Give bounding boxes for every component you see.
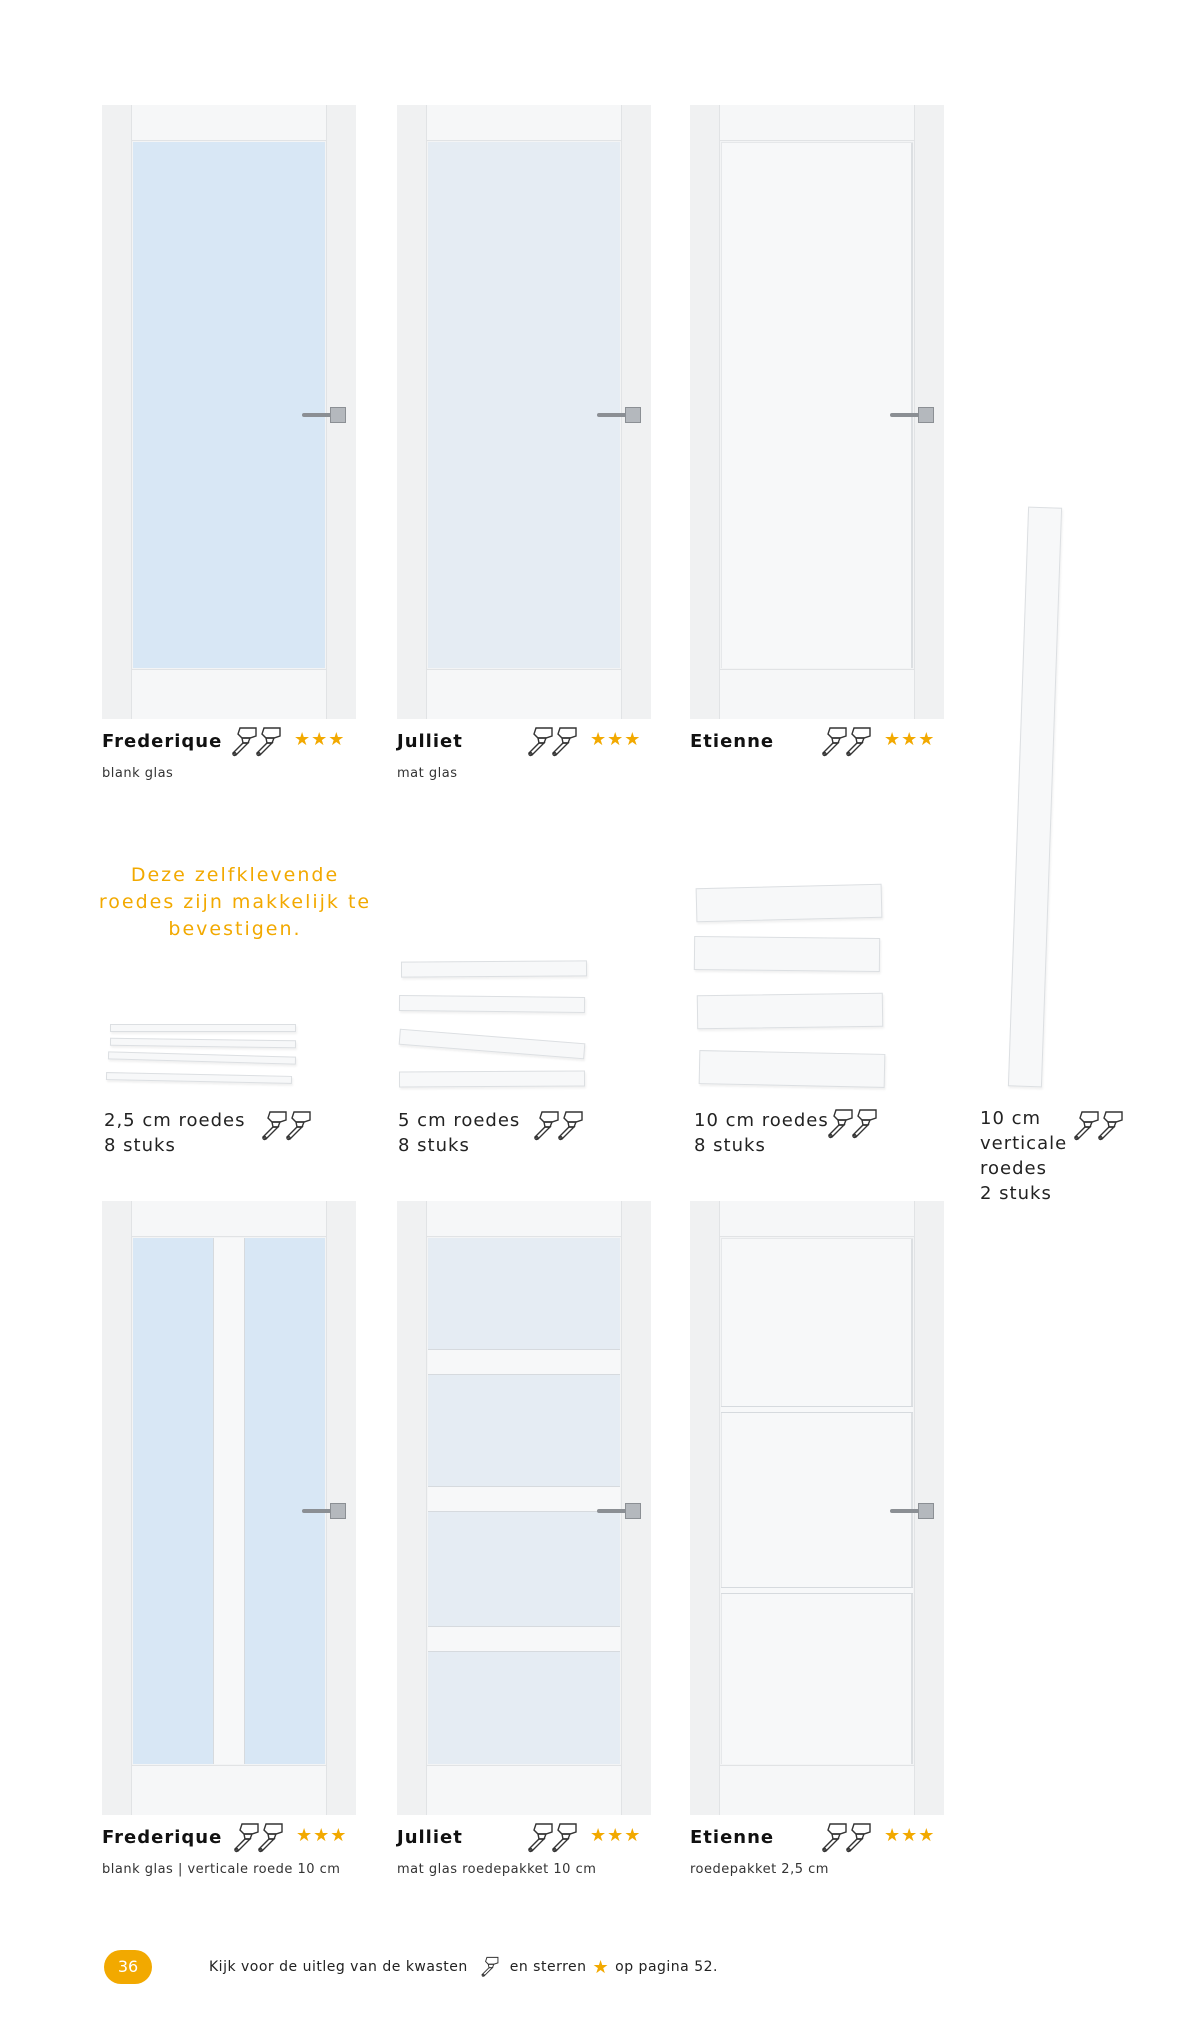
door-stile xyxy=(397,105,427,719)
horizontal-muntin xyxy=(428,1626,620,1652)
muntin-strip xyxy=(110,1038,296,1049)
footnote-text: op pagina 52. xyxy=(615,1959,718,1975)
product-title: Frederique xyxy=(102,731,223,752)
door-etienne xyxy=(690,105,944,719)
star-rating: ★★★ xyxy=(296,1825,348,1846)
door-top-rail xyxy=(720,1201,914,1237)
caption-line: 10 cm roedes xyxy=(694,1110,829,1131)
door-handle-icon xyxy=(597,1503,641,1519)
door-panel xyxy=(721,142,913,668)
paintbrush-icon xyxy=(230,1822,290,1854)
star-icon: ★ xyxy=(592,1956,610,1978)
muntin-strip xyxy=(106,1072,292,1084)
door-handle-icon xyxy=(890,407,934,423)
paintbrush-icon xyxy=(228,726,288,758)
strip-caption xyxy=(398,1108,520,1158)
door-handle-icon xyxy=(597,407,641,423)
door-bottom-rail xyxy=(720,1765,914,1815)
door-panel xyxy=(721,1238,913,1764)
paintbrush-icon xyxy=(1070,1110,1130,1142)
door-stile xyxy=(690,105,720,719)
caption-line: 8 stuks xyxy=(104,1135,176,1156)
muntin-strip xyxy=(401,960,587,977)
caption-line: verticale xyxy=(980,1133,1068,1154)
paintbrush-icon xyxy=(474,1956,504,1978)
glass-pane xyxy=(133,142,325,668)
muntin-strip xyxy=(399,995,585,1013)
door-etienne-roedepakket xyxy=(690,1201,944,1815)
vertical-muntin-strip xyxy=(1008,507,1062,1088)
door-bottom-rail xyxy=(427,1765,621,1815)
paintbrush-icon xyxy=(818,726,878,758)
door-handle-icon xyxy=(302,407,346,423)
product-title: Julliet xyxy=(397,1827,463,1848)
glass-pane xyxy=(428,142,620,668)
product-title: Frederique xyxy=(102,1827,223,1848)
footnote-text: Kijk voor de uitleg van de kwasten xyxy=(209,1959,468,1975)
page-number: 36 xyxy=(104,1950,152,1984)
horizontal-muntin xyxy=(428,1486,620,1512)
door-bottom-rail xyxy=(720,669,914,719)
muntin-strip xyxy=(399,1071,585,1088)
door-frederique-verticale-roede xyxy=(102,1201,356,1815)
door-handle-icon xyxy=(302,1503,346,1519)
paintbrush-icon xyxy=(524,726,584,758)
door-bottom-rail xyxy=(132,669,326,719)
horizontal-muntin xyxy=(721,1406,913,1413)
star-rating: ★★★ xyxy=(590,1825,642,1846)
product-subtitle: roedepakket 2,5 cm xyxy=(690,1862,829,1877)
door-stile xyxy=(397,1201,427,1815)
caption-line: 2 stuks xyxy=(980,1183,1052,1204)
muntin-strip xyxy=(110,1024,296,1032)
paintbrush-icon xyxy=(258,1110,318,1142)
door-top-rail xyxy=(132,1201,326,1237)
horizontal-muntin xyxy=(721,1587,913,1594)
paintbrush-icon xyxy=(824,1108,884,1140)
star-rating: ★★★ xyxy=(294,729,346,750)
door-top-rail xyxy=(132,105,326,141)
door-bottom-rail xyxy=(427,669,621,719)
product-subtitle: mat glas roedepakket 10 cm xyxy=(397,1862,597,1877)
muntin-strip xyxy=(699,1050,886,1088)
muntin-strip xyxy=(696,884,883,923)
product-subtitle: mat glas xyxy=(397,766,458,781)
caption-line: 8 stuks xyxy=(398,1135,470,1156)
strip-caption xyxy=(980,1106,1067,1206)
door-stile xyxy=(102,105,132,719)
door-julliet-mat-glas xyxy=(397,105,651,719)
door-stile xyxy=(102,1201,132,1815)
caption-line: 10 cm xyxy=(980,1108,1042,1129)
door-top-rail xyxy=(720,105,914,141)
door-frederique-blank-glas xyxy=(102,105,356,719)
door-bottom-rail xyxy=(132,1765,326,1815)
product-title: Etienne xyxy=(690,1827,775,1848)
caption-line: roedes xyxy=(980,1158,1047,1179)
star-rating: ★★★ xyxy=(884,1825,936,1846)
adhesive-note: Deze zelfklevende roedes zijn makkelijk te bevestigen. xyxy=(98,864,372,940)
vertical-muntin xyxy=(213,1238,245,1764)
paintbrush-icon xyxy=(818,1822,878,1854)
strip-caption xyxy=(694,1108,829,1158)
product-title: Julliet xyxy=(397,731,463,752)
door-stile xyxy=(690,1201,720,1815)
muntin-strip xyxy=(399,1029,586,1060)
product-title: Etienne xyxy=(690,731,775,752)
footnote xyxy=(209,1956,718,1978)
muntin-strip xyxy=(697,993,883,1030)
strip-caption xyxy=(104,1108,245,1158)
product-subtitle: blank glas | verticale roede 10 cm xyxy=(102,1862,341,1877)
footnote-text: en sterren xyxy=(509,1959,587,1975)
door-top-rail xyxy=(427,105,621,141)
door-top-rail xyxy=(427,1201,621,1237)
muntin-strip xyxy=(108,1051,296,1064)
paintbrush-icon xyxy=(524,1822,584,1854)
caption-line: 2,5 cm roedes xyxy=(104,1110,246,1131)
horizontal-muntin xyxy=(428,1349,620,1375)
caption-line: 5 cm roedes xyxy=(398,1110,521,1131)
door-julliet-roedepakket xyxy=(397,1201,651,1815)
product-subtitle: blank glas xyxy=(102,766,174,781)
paintbrush-icon xyxy=(530,1110,590,1142)
star-rating: ★★★ xyxy=(884,729,936,750)
star-rating: ★★★ xyxy=(590,729,642,750)
caption-line: 8 stuks xyxy=(694,1135,766,1156)
muntin-strip xyxy=(694,936,880,972)
door-handle-icon xyxy=(890,1503,934,1519)
